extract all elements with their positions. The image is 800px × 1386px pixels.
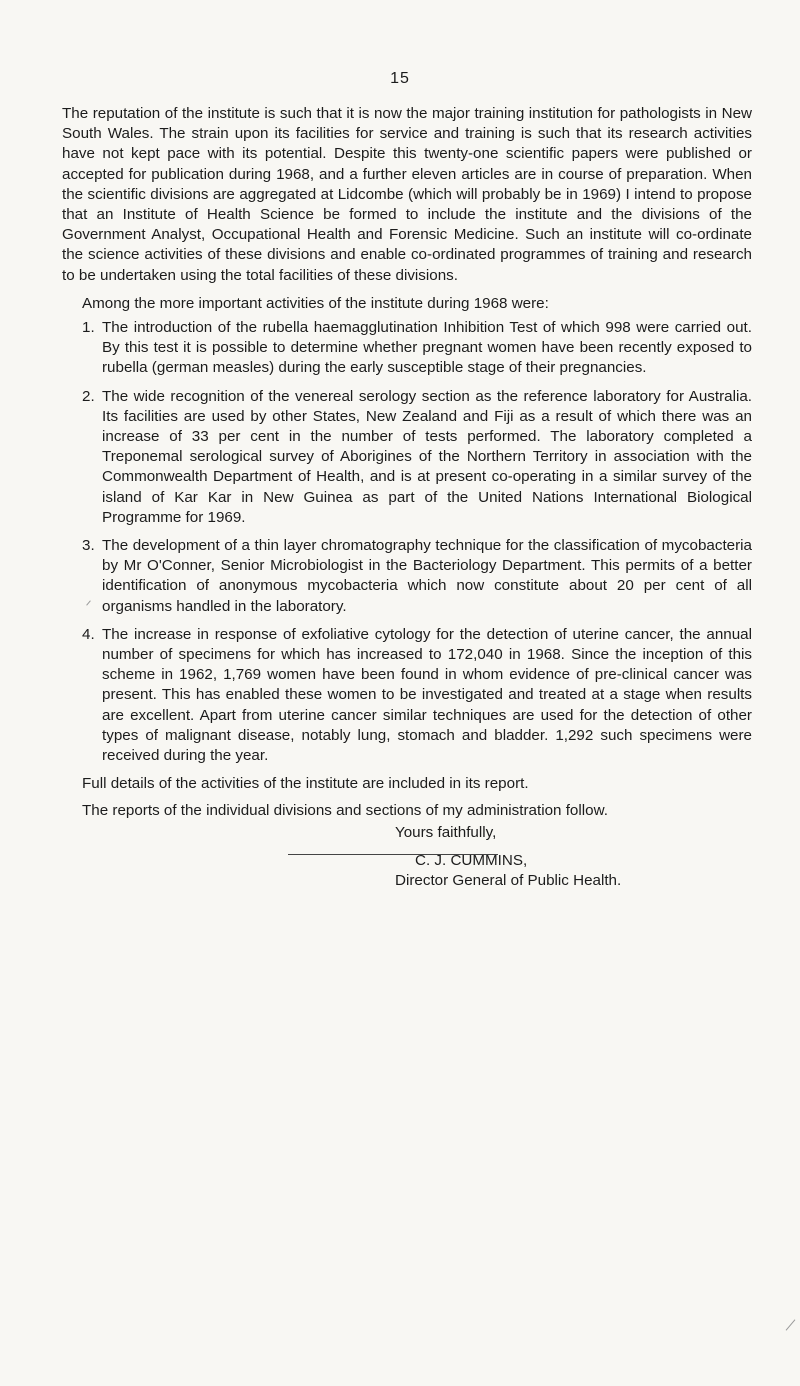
page-number: 15 — [390, 70, 410, 87]
signatory-title: Director General of Public Health. — [395, 872, 622, 890]
intro-paragraph: The reputation of the institute is such that it is now the major training institution for pathologists in New South Wales. The strain upon its facilities for service and training is such that its research activities have not kept pace with its potential. Despite this twenty-one scientific papers were published or accepted for publication during 1968, and a further eleven articles are in course of preparation. When the scientific divisions are aggregated at Lidcombe (which will probably be in 1969) I intend to propose that an Institute of Health Science be formed to include the institute and the divisions of the Government Analyst, Occupational Health and Forensic Medicine. Such an institute will co-ordinate the science activities of these divisions and enable co-ordinated programmes of training and research to be undertaken using the total facilities of these divisions. — [62, 105, 752, 284]
list-item-number: 3. — [82, 537, 95, 555]
list-item-text: The development of a thin layer chromatography technique for the classification of mycobacteria by Mr O'Conner, Senior Microbiologist in the Bacteriology Department. This permits of a better identification of anonymous mycobacteria which now constitute about 20 per cent of all organisms handled in the laboratory. — [102, 537, 752, 615]
list-item-text: The increase in response of exfoliative cytology for the detection of uterine cancer, the annual number of specimens for which has increased to 172,040 in 1968. Since the inception of this scheme in 1962, 1,769 women have been found in whom evidence of pre-clinical cancer was present. This has enabled these women to be investigated and treated at a stage when results are excellent. Apart from uterine cancer similar techniques are used for the detection of other types of malignant disease, notably lung, stomach and bladder. 1,292 such specimens were received during the year. — [102, 625, 752, 765]
list-item-text: The introduction of the rubella haemagglutination Inhibition Test of which 998 were carried out. By this test it is possible to determine whether pregnant women have been recently exposed to rubella (german measles) during the early susceptible stage of their pregnancies. — [102, 319, 752, 377]
list-item — [62, 625, 752, 766]
scan-speck — [786, 1319, 796, 1330]
list-item-number: 1. — [82, 319, 95, 337]
details-paragraph: Full details of the activities of the institute are included in its report. — [82, 775, 529, 793]
signature-block — [395, 823, 752, 892]
activities-intro: Among the more important activities of the institute during 1968 were: — [82, 294, 549, 312]
list-item-number: 4. — [82, 625, 95, 643]
list-item — [62, 536, 752, 617]
list-item — [62, 318, 752, 379]
activities-list — [62, 318, 752, 766]
salutation: Yours faithfully, — [395, 823, 497, 841]
section-divider — [288, 854, 498, 855]
signatory-name: C. J. CUMMINS, — [415, 851, 528, 869]
reports-paragraph: The reports of the individual divisions and sections of my administration follow. — [82, 801, 608, 819]
letter-body — [62, 104, 752, 891]
list-item-number: 2. — [82, 387, 95, 405]
list-item-text: The wide recognition of the venereal serology section as the reference laboratory for Australia. Its facilities are used by other States, New Zealand and Fiji as a result of which there was an increase of 33 per cent in the number of tests performed. The laboratory completed a Treponemal serological survey of Aborigines of the Northern Territory in association with the Commonwealth Department of Health, and is at present co-operating in a similar survey of the island of Kar Kar in New Guinea as part of the United Nations International Biological Programme for 1969. — [102, 387, 752, 526]
list-item — [62, 387, 752, 528]
